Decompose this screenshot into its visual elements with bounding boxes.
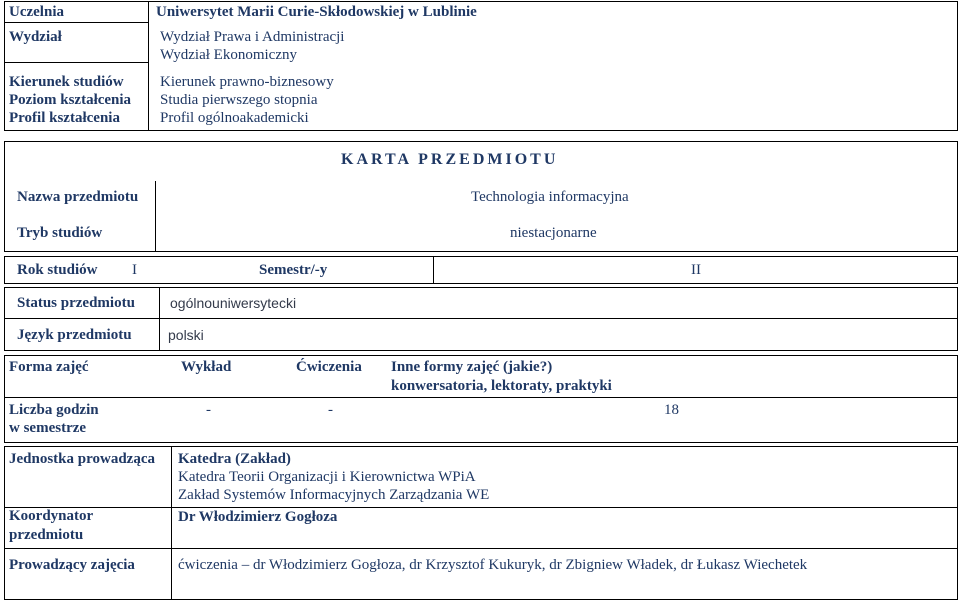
- koordynator-label-1: Koordynator: [9, 508, 94, 524]
- table3-right-border: [957, 256, 958, 284]
- table1-col-line: [148, 1, 149, 131]
- table2-col-line: [155, 181, 156, 252]
- inne-formy-value: konwersatoria, lektoraty, praktyki: [391, 378, 612, 394]
- uczelnia-label: Uczelnia: [9, 4, 64, 20]
- table5-left-border: [4, 355, 5, 443]
- semestr-label: Semestr/-y: [259, 262, 328, 278]
- table4-row-line: [4, 318, 958, 319]
- jezyk-label: Język przedmiotu: [17, 327, 132, 343]
- table2-right-border: [957, 141, 958, 252]
- table6-row-line: [4, 507, 958, 508]
- kierunek-value: Kierunek prawno-biznesowy: [160, 74, 334, 90]
- table6-right-border: [957, 446, 958, 600]
- koordynator-label-2: przedmiotu: [9, 527, 84, 543]
- table4-top-border: [4, 287, 958, 288]
- rok-value: I: [132, 262, 137, 278]
- rok-label: Rok studiów: [17, 262, 98, 278]
- table4-col-line: [159, 287, 160, 351]
- table6-col-line: [171, 446, 172, 600]
- poziom-label: Poziom kształcenia: [9, 92, 132, 108]
- table2-left-border: [4, 141, 5, 252]
- poziom-value: Studia pierwszego stopnia: [160, 92, 318, 108]
- table6-left-border: [4, 446, 5, 600]
- tryb-value: niestacjonarne: [510, 225, 597, 241]
- table2-top-border: [4, 141, 958, 142]
- table3-bottom-border: [4, 283, 958, 284]
- wydzial-label: Wydział: [9, 29, 62, 45]
- nazwa-value: Technologia informacyjna: [471, 189, 629, 205]
- table1-row-line: [4, 62, 148, 63]
- uczelnia-value: Uniwersytet Marii Curie-Skłodowskiej w Lublinie: [156, 4, 477, 20]
- semestr-value: II: [691, 262, 701, 278]
- cwiczenia-hours: -: [328, 402, 333, 418]
- liczba-godzin-label-2: w semestrze: [9, 420, 87, 436]
- status-label: Status przedmiotu: [17, 295, 135, 311]
- table5-top-border: [4, 355, 958, 356]
- liczba-godzin-label-1: Liczba godzin: [9, 402, 99, 418]
- table1-left-border: [4, 1, 5, 131]
- profil-label: Profil kształcenia: [9, 110, 120, 126]
- wydzial-value-2: Wydział Ekonomiczny: [160, 47, 297, 63]
- inne-formy-label: Inne formy zajęć (jakie?): [391, 359, 553, 375]
- table1-right-border: [957, 1, 958, 131]
- prowadzacy-value: ćwiczenia – dr Włodzimierz Gogłoza, dr Krzysztof Kukuryk, dr Zbigniew Władek, dr Łukasz Wiechetek: [178, 557, 808, 573]
- inne-hours: 18: [664, 402, 679, 418]
- card-title: KARTA PRZEDMIOTU: [341, 151, 559, 168]
- wydzial-value-1: Wydział Prawa i Administracji: [160, 29, 345, 45]
- jednostka-label: Jednostka prowadząca: [9, 451, 155, 467]
- forma-label: Forma zajęć: [9, 359, 89, 375]
- table4-left-border: [4, 287, 5, 351]
- profil-value: Profil ogólnoakademicki: [160, 110, 309, 126]
- wyklad-label: Wykład: [181, 359, 232, 375]
- katedra-label: Katedra (Zakład): [178, 451, 291, 467]
- jezyk-value: polski: [168, 327, 204, 343]
- table3-top-border: [4, 256, 958, 257]
- table3-left-border: [4, 256, 5, 284]
- cwiczenia-label: Ćwiczenia: [296, 359, 362, 375]
- table4-bottom-border: [4, 350, 958, 351]
- table5-right-border: [957, 355, 958, 443]
- kierunek-label: Kierunek studiów: [9, 74, 124, 90]
- nazwa-label: Nazwa przedmiotu: [17, 189, 139, 205]
- table6-top-border: [4, 446, 958, 447]
- table5-bottom-border: [4, 442, 958, 443]
- table1-row-line: [4, 22, 148, 23]
- table6-bottom-border: [4, 599, 958, 600]
- table3-col-line: [433, 256, 434, 284]
- table6-row-line: [4, 548, 958, 549]
- table5-row-line: [4, 397, 958, 398]
- katedra-value: Katedra Teorii Organizacji i Kierownictwa WPiA: [178, 469, 476, 485]
- zaklad-value: Zakład Systemów Informacyjnych Zarządzania WE: [178, 487, 490, 503]
- status-value: ogólnouniwersytecki: [170, 295, 297, 311]
- tryb-label: Tryb studiów: [17, 225, 103, 241]
- table2-bottom-border: [4, 251, 958, 252]
- wyklad-hours: -: [206, 402, 211, 418]
- prowadzacy-label: Prowadzący zajęcia: [9, 557, 135, 573]
- table4-right-border: [957, 287, 958, 351]
- koordynator-value: Dr Włodzimierz Gogłoza: [178, 509, 338, 525]
